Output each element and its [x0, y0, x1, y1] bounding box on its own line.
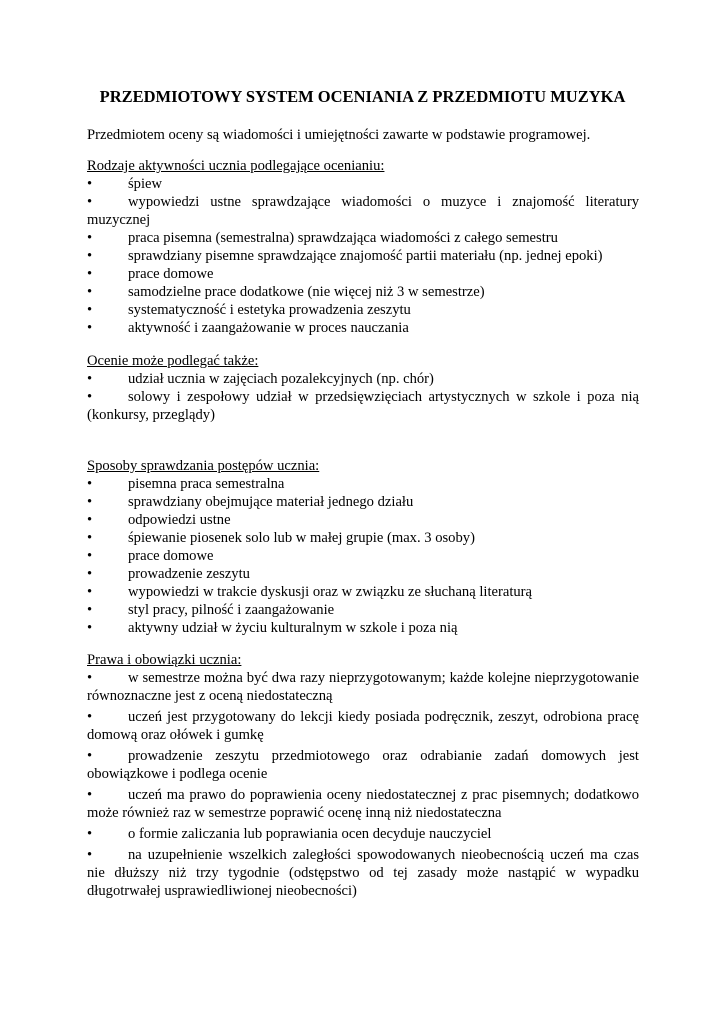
list-item-text: sprawdziany obejmujące materiał jednego działu: [128, 494, 414, 510]
list-item-text: praca pisemna (semestralna) sprawdzająca wiadomości z całego semestru: [128, 230, 558, 246]
bullet-list: [87, 175, 639, 337]
list-item-text: aktywny udział w życiu kulturalnym w szkole i poza nią: [128, 620, 458, 636]
section-heading: Prawa i obowiązki ucznia:: [87, 652, 242, 668]
bullet-icon: •: [87, 320, 93, 336]
list-item: [87, 669, 639, 705]
list-item-text: prace domowe: [128, 548, 214, 564]
list-item-text: sprawdziany pisemne sprawdzające znajomość partii materiału (np. jednej epoki): [128, 248, 603, 264]
bullet-icon: •: [87, 389, 93, 405]
section-heading: Sposoby sprawdzania postępów ucznia:: [87, 458, 320, 474]
list-item: [87, 786, 639, 822]
bullet-icon: •: [87, 476, 93, 492]
section-heading: Ocenie może podlegać także:: [87, 353, 259, 369]
bullet-icon: •: [87, 512, 93, 528]
list-item-text: uczeń ma prawo do poprawienia oceny niedostatecznej z prac pisemnych; dodatkowo może również raz w semestrze poprawić ocenę inną niż niedostateczna: [87, 787, 639, 821]
bullet-icon: •: [87, 670, 93, 686]
list-item-text: prace domowe: [128, 266, 214, 282]
list-item: [87, 565, 639, 583]
list-item: [87, 747, 639, 783]
list-item: [87, 825, 639, 843]
list-item-text: prowadzenie zeszytu przedmiotowego oraz odrabianie zadań domowych jest obowiązkowe i podlega ocenie: [87, 748, 639, 782]
section-student-rights: [87, 651, 639, 903]
bullet-icon: •: [87, 826, 93, 842]
bullet-list: [87, 669, 639, 900]
list-item-text: wypowiedzi w trakcie dyskusji oraz w związku ze słuchaną literaturą: [128, 584, 533, 600]
list-item-text: o formie zaliczania lub poprawiania ocen decyduje nauczyciel: [128, 826, 492, 842]
list-item-text: śpiewanie piosenek solo lub w małej grupie (max. 3 osoby): [128, 530, 475, 546]
list-item: [87, 370, 639, 388]
bullet-list: [87, 475, 639, 637]
bullet-icon: •: [87, 847, 93, 863]
list-item: [87, 229, 639, 247]
list-item: [87, 388, 639, 424]
list-item: [87, 601, 639, 619]
list-item: [87, 283, 639, 301]
list-item-text: styl pracy, pilność i zaangażowanie: [128, 602, 335, 618]
list-item: [87, 247, 639, 265]
list-item-text: uczeń jest przygotowany do lekcji kiedy posiada podręcznik, zeszyt, odrobiona pracę domową oraz ołówek i gumkę: [87, 709, 639, 743]
list-item-text: aktywność i zaangażowanie w proces nauczania: [128, 320, 409, 336]
page-title: PRZEDMIOTOWY SYSTEM OCENIANIA Z PRZEDMIOTU MUZYKA: [99, 87, 626, 106]
list-item: [87, 583, 639, 601]
list-item: [87, 301, 639, 319]
bullet-list: [87, 370, 639, 424]
intro-paragraph: Przedmiotem oceny są wiadomości i umiejętności zawarte w podstawie programowej.: [87, 127, 591, 143]
list-item-text: systematyczność i estetyka prowadzenia zeszytu: [128, 302, 411, 318]
list-item: [87, 529, 639, 547]
list-item: [87, 475, 639, 493]
bullet-icon: •: [87, 371, 93, 387]
bullet-icon: •: [87, 248, 93, 264]
bullet-icon: •: [87, 548, 93, 564]
list-item: [87, 193, 639, 229]
list-item: [87, 846, 639, 900]
list-item-text: na uzupełnienie wszelkich zaległości spowodowanych nieobecnością uczeń ma czas nie dłuższy niż trzy tygodnie (odstępstwo od tej zasady może nastąpić w wypadku długotrwałej usprawiedliwionej nieobecności): [87, 847, 639, 899]
bullet-icon: •: [87, 620, 93, 636]
bullet-icon: •: [87, 530, 93, 546]
list-item: [87, 493, 639, 511]
bullet-icon: •: [87, 266, 93, 282]
list-item: [87, 619, 639, 637]
list-item: [87, 175, 639, 193]
list-item: [87, 547, 639, 565]
list-item: [87, 319, 639, 337]
bullet-icon: •: [87, 494, 93, 510]
bullet-icon: •: [87, 709, 93, 725]
bullet-icon: •: [87, 748, 93, 764]
list-item-text: wypowiedzi ustne sprawdzające wiadomości o muzyce i znajomość literatury muzycznej: [87, 194, 639, 228]
list-item-text: solowy i zespołowy udział w przedsięwzięciach artystycznych w szkole i poza nią (konkursy, przeglądy): [87, 389, 639, 423]
bullet-icon: •: [87, 602, 93, 618]
list-item-text: pisemna praca semestralna: [128, 476, 285, 492]
list-item: [87, 708, 639, 744]
bullet-icon: •: [87, 787, 93, 803]
bullet-icon: •: [87, 284, 93, 300]
list-item-text: samodzielne prace dodatkowe (nie więcej niż 3 w semestrze): [128, 284, 485, 300]
section-assessed-activities: [87, 157, 639, 337]
list-item-text: w semestrze można być dwa razy nieprzygotowanym; każde kolejne nieprzygotowanie równoznaczne jest z oceną niedostateczną: [87, 670, 639, 704]
bullet-icon: •: [87, 584, 93, 600]
list-item-text: śpiew: [128, 176, 163, 192]
section-progress-methods: [87, 457, 639, 637]
bullet-icon: •: [87, 176, 93, 192]
list-item: [87, 511, 639, 529]
section-additional-assessment: [87, 352, 639, 424]
list-item-text: odpowiedzi ustne: [128, 512, 231, 528]
list-item: [87, 265, 639, 283]
bullet-icon: •: [87, 302, 93, 318]
section-heading: Rodzaje aktywności ucznia podlegające ocenianiu:: [87, 158, 385, 174]
bullet-icon: •: [87, 194, 93, 210]
list-item-text: prowadzenie zeszytu: [128, 566, 250, 582]
bullet-icon: •: [87, 566, 93, 582]
bullet-icon: •: [87, 230, 93, 246]
list-item-text: udział ucznia w zajęciach pozalekcyjnych (np. chór): [128, 371, 434, 387]
